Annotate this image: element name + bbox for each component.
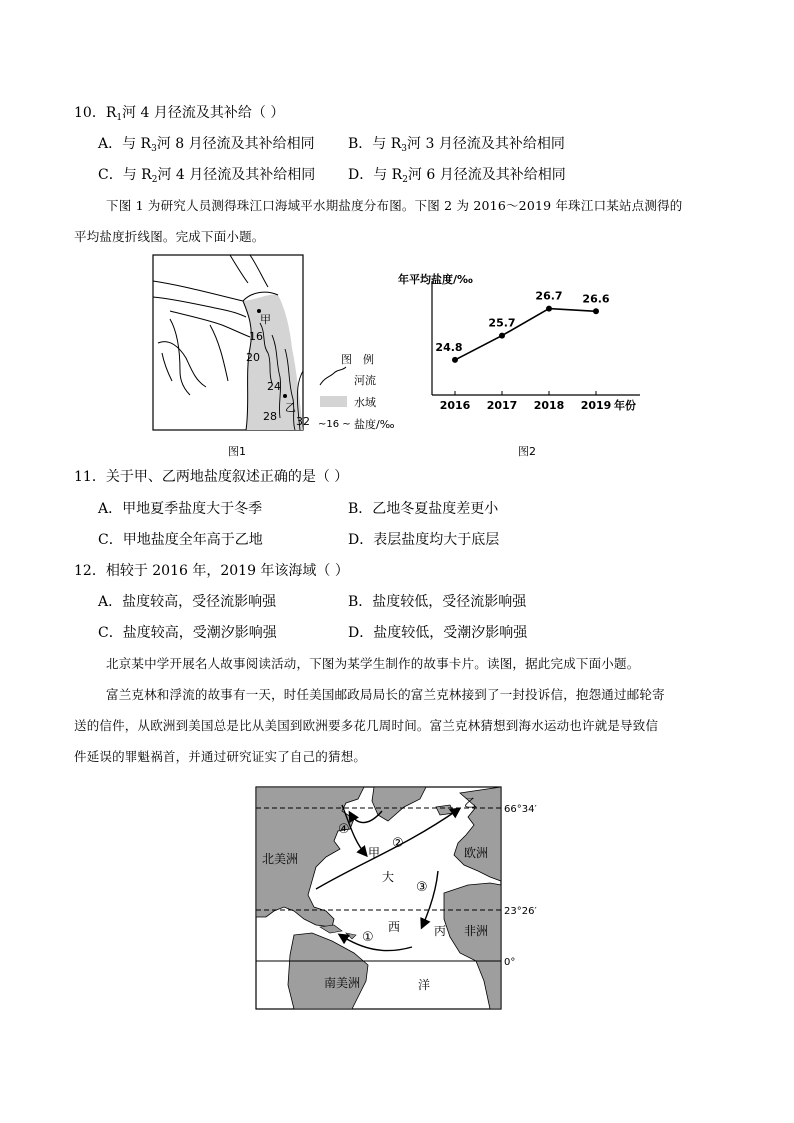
continent-north-america: 北美洲 — [262, 852, 299, 866]
data-label: 25.7 — [488, 316, 516, 330]
iso-label-28: 28 — [263, 410, 277, 423]
data-label: 26.6 — [582, 292, 610, 306]
current-label-3: ③ — [416, 880, 428, 895]
legend-water-symbol — [320, 396, 347, 407]
legend-river-label: 河流 — [354, 374, 376, 387]
data-point — [499, 333, 505, 339]
q11-option-c[interactable]: C．甲地盐度全年高于乙地 — [98, 532, 263, 548]
intro2-line3: 送的信件，从欧洲到美国总是比从美国到欧洲要多花几周时间。富兰克林猜想到海水运动也许就是导致信 — [74, 718, 659, 733]
intro1-line1: 下图 1 为研究人员测得珠江口海域平水期盐度分布图。下图 2 为 2016～2019 年珠江口某站点测得的 — [106, 198, 683, 213]
q12-stem: 12．相较于 2016 年，2019 年该海域（ ） — [74, 563, 349, 579]
q11-stem: 11．关于甲、乙两地盐度叙述正确的是（ ） — [74, 469, 349, 485]
continent-africa: 非洲 — [464, 924, 489, 938]
figure1-salinity-map — [150, 253, 405, 436]
x-axis-label: 年份 — [614, 399, 636, 412]
iso-label-24: 24 — [267, 380, 281, 393]
q10-option-c[interactable]: C．与 $R_2$河 4 月径流及其补给相同 — [98, 167, 316, 185]
y-axis-label: 年平均盐度/‰ — [398, 273, 473, 286]
data-point — [593, 308, 599, 314]
intro2-line4: 件延误的罪魁祸首，并通过研究证实了自己的猜想。 — [74, 749, 367, 764]
continent-europe: 欧洲 — [464, 846, 489, 860]
figure2-caption: 图2 — [518, 445, 536, 458]
lat-0-label: 0° — [504, 957, 516, 968]
point-yi: 乙 — [464, 796, 477, 810]
q10-option-a[interactable]: A．与 $R_3$河 8 月径流及其补给相同 — [98, 136, 315, 154]
legend-river-symbol — [320, 367, 346, 385]
x-tick-label: 2017 — [486, 399, 518, 412]
current-label-2: ② — [392, 836, 404, 851]
iso-label-16: 16 — [249, 330, 263, 343]
intro2-line2: 富兰克林和浮流的故事有一天，时任美国邮政局局长的富兰克林接到了一封投诉信，抱怨通过邮轮寄 — [106, 687, 665, 702]
data-point — [452, 357, 458, 363]
data-label: 24.8 — [435, 340, 463, 354]
q12-option-b[interactable]: B．盐度较低，受径流影响强 — [348, 594, 527, 610]
legend-iso-sample: ~16 ~ — [318, 419, 351, 430]
x-tick-label: 2019 — [580, 399, 612, 412]
iso-label-32: 32 — [296, 415, 310, 428]
q10-stem: 10．$R_1$河 4 月径流及其补给（ ） — [74, 105, 285, 123]
q12-option-d[interactable]: D．盐度较低，受潮汐影响强 — [348, 625, 528, 641]
legend-iso-label: 盐度/‰ — [354, 418, 395, 431]
intro2-line1: 北京某中学开展名人故事阅读活动，下图为某学生制作的故事卡片。读图，据此完成下面小题。 — [106, 656, 640, 671]
x-tick-label: 2016 — [439, 399, 471, 412]
q10-option-d[interactable]: D．与 $R_2$河 6 月径流及其补给相同 — [348, 167, 566, 185]
data-label: 26.7 — [535, 289, 563, 303]
data-point — [546, 306, 552, 312]
lat-66-label: 66°34′ — [504, 804, 537, 815]
q12-option-c[interactable]: C．盐度较高，受潮汐影响强 — [98, 625, 277, 641]
lat-23-label: 23°26′ — [504, 906, 537, 917]
atlantic-currents-map — [254, 785, 554, 1013]
intro1-line2: 平均盐度折线图。完成下面小题。 — [74, 229, 265, 244]
ocean-char-da: 大 — [382, 870, 395, 884]
point-bing: 丙 — [434, 924, 447, 938]
q11-option-a[interactable]: A．甲地夏季盐度大于冬季 — [98, 501, 263, 517]
iso-label-20: 20 — [246, 351, 260, 364]
ocean-char-xi: 西 — [388, 920, 401, 934]
q11-option-d[interactable]: D．表层盐度均大于底层 — [348, 532, 500, 548]
q11-option-b[interactable]: B．乙地冬夏盐度差更小 — [348, 501, 499, 517]
figure2-salinity-chart — [395, 265, 665, 415]
point-yi-dot — [283, 394, 287, 398]
x-tick-label: 2018 — [533, 399, 565, 412]
label-jia: 甲 — [260, 313, 271, 326]
continent-south-america: 南美洲 — [324, 976, 361, 990]
series-line — [455, 309, 596, 360]
legend-water-label: 水域 — [354, 396, 376, 409]
legend-title: 图 例 — [341, 353, 374, 366]
q12-option-a[interactable]: A．盐度较高，受径流影响强 — [98, 594, 277, 610]
ocean-char-yang: 洋 — [418, 978, 431, 992]
point-jia: 甲 — [368, 846, 381, 860]
current-label-1: ① — [362, 930, 374, 945]
figure1-caption: 图1 — [228, 445, 246, 458]
q10-option-b[interactable]: B．与 $R_3$河 3 月径流及其补给相同 — [348, 136, 565, 154]
label-yi: 乙 — [285, 401, 296, 414]
current-label-4: ④ — [338, 822, 350, 837]
